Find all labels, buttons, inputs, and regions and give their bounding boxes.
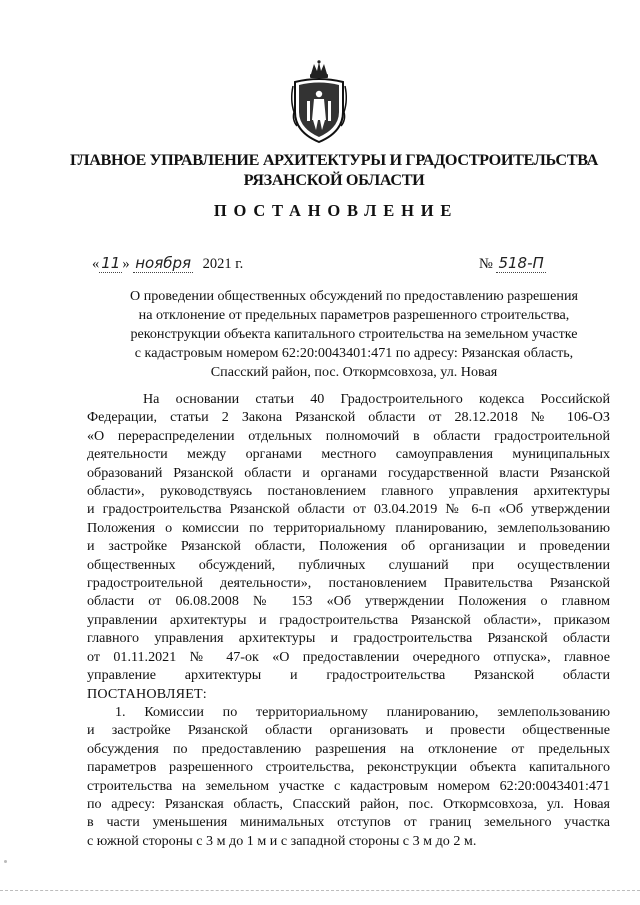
body-line: 1. Комиссии по территориальному планированию, землепользованию [115, 703, 610, 720]
body-line: параметров разрешенного строительства, реконструкции объекта капитального [87, 759, 610, 776]
subject-line: О проведении общественных обсуждений по предоставлению разрешения [130, 288, 578, 304]
date-open-quote: « [92, 256, 100, 272]
body-line: управлении архитектуры и градостроительства Рязанской области», приказом [87, 611, 610, 628]
body-line: общественных обсуждений, публичных слушаний при осуществлении [87, 556, 610, 573]
date-close-quote: » [122, 256, 130, 272]
document-body [87, 390, 610, 850]
body-line: Положения о комиссии по территориальному планированию, землепользованию [87, 519, 610, 536]
organization-title-line-1: ГЛАВНОЕ УПРАВЛЕНИЕ АРХИТЕКТУРЫ И ГРАДОСТРОИТЕЛЬСТВА [70, 151, 598, 169]
subject-line: на отклонение от предельных параметров разрешенного строительства, [138, 307, 570, 323]
coat-of-arms-icon [289, 60, 349, 144]
document-date [92, 254, 243, 273]
number-value-handwritten: 518-П [498, 254, 544, 272]
subject-line: реконструкции объекта капитального строительства на земельном участке [130, 326, 578, 342]
body-line: с южной стороны с 3 м до 1 м и с западной стороны с 3 м до 2 м. [87, 832, 477, 849]
body-line: главного управления архитектуры и градостроительства Рязанской области [87, 630, 610, 647]
body-line: и застройке Рязанской области, Положения об организации и проведении [87, 538, 610, 555]
date-day-handwritten: 11 [101, 254, 121, 272]
document-subject [84, 287, 624, 382]
body-line: от 01.11.2021 № 47-ок «О предоставлении очередного отпуска», главное [87, 648, 610, 665]
body-line: по адресу: Рязанская область, Спасский район, пос. Откормсовхоза, ул. Новая [87, 795, 610, 812]
body-line: деятельности между органами местного самоуправления муниципальных [87, 446, 610, 463]
body-line: области», руководствуясь постановлением главного управления архитектуры [87, 483, 610, 500]
body-line: и градостроительства Рязанской области от 03.04.2019 № 6-п «Об утверждении [87, 501, 610, 518]
document-number [479, 254, 546, 273]
body-line: управление архитектуры и градостроительства Рязанской области [87, 667, 610, 684]
body-line: в части уменьшения минимальных отступов от границ земельного участка [87, 814, 610, 831]
body-line: градостроительной деятельности», постановлением Правительства Рязанской [87, 575, 610, 592]
organization-title-line-2: РЯЗАНСКОЙ ОБЛАСТИ [243, 171, 425, 189]
body-line: «О перераспределении отдельных полномочий в области градостроительной [87, 427, 610, 444]
body-line: и застройке Рязанской области организовать и провести общественные [87, 722, 610, 739]
scan-edge-divider [0, 890, 640, 891]
date-month-handwritten: ноября [135, 254, 192, 272]
date-year: 2021 г. [202, 256, 244, 272]
subject-line: с кадастровым номером 62:20:0043401:471 по адресу: Рязанская область, [134, 345, 574, 361]
body-line: образований Рязанской области и органами государственной власти Рязанской [87, 464, 610, 481]
subject-line: Спасский район, пос. Откормсовхоза, ул. Новая [210, 364, 498, 380]
document-type-heading: ПОСТАНОВЛЕНИЕ [213, 201, 459, 220]
scan-artifact [4, 860, 7, 863]
body-line: На основании статьи 40 Градостроительного кодекса Российской [143, 391, 610, 407]
body-line: Федерации, статьи 2 Закона Рязанской области от 28.12.2018 № 106-ОЗ [87, 409, 610, 426]
number-prefix: № [479, 256, 493, 272]
body-line: области от 06.08.2008 № 153 «Об утверждении Положения о главном [87, 593, 610, 610]
body-line: обсуждения по предоставлению разрешения на отклонение от предельных [87, 740, 610, 757]
body-line: строительства на земельном участке с кадастровым номером 62:20:0043401:471 [87, 777, 610, 794]
resolves-heading: ПОСТАНОВЛЯЕТ: [87, 685, 207, 702]
